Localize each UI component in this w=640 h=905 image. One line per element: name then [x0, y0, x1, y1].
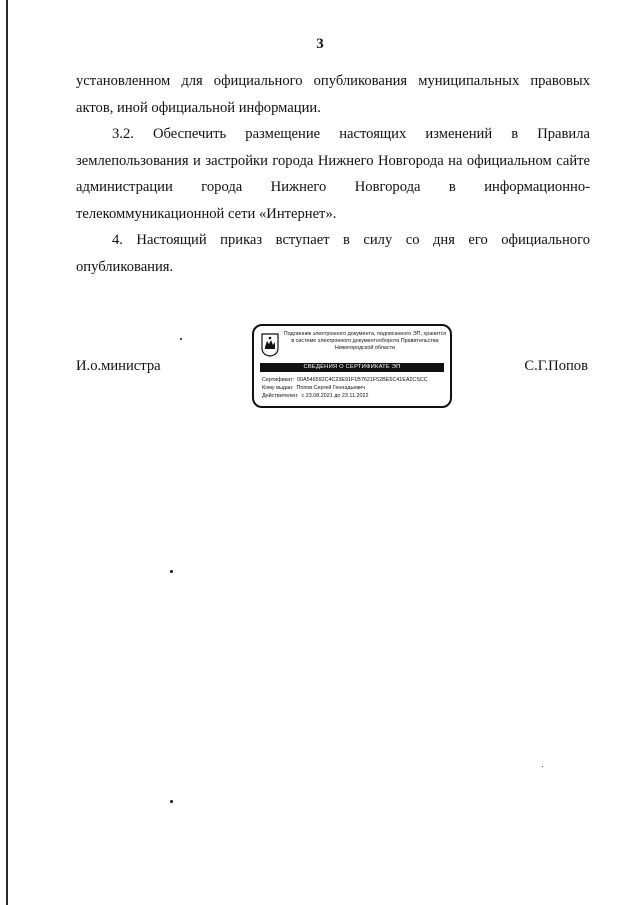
document-body: [76, 68, 590, 280]
page-edge-line: [6, 0, 8, 905]
validity-value: с 23.08.2021 до 23.11.2022: [301, 393, 369, 399]
paragraph-3: 4. Настоящий приказ вступает в силу со дня его официального опубликования.: [76, 232, 590, 275]
scan-speck: [170, 800, 173, 803]
certificate-label: Сертификат:: [262, 377, 295, 383]
paragraph-1: установленном для официального опубликования муниципальных правовых актов, иной официальной информации.: [76, 73, 590, 116]
paragraph-2-text: 3.2. Обеспечить размещение настоящих изменений в Правила землепользования и застройки города Нижнего Новгорода на официальном сайте администрации города Нижнего Новгорода в информационно-: [76, 126, 590, 195]
signatory-name: С.Г.Попов: [524, 358, 588, 374]
certificate-row: [262, 376, 446, 384]
scan-speck: [170, 570, 173, 573]
validity-label: Действителен:: [262, 393, 299, 399]
scan-speck: [180, 338, 182, 340]
validity-row: [262, 392, 446, 400]
certificate-value: 00A546592C4C23E91F1B7621F52BE5C41EA2CSCC: [297, 377, 428, 383]
owner-value: Попов Сергей Геннадьевич: [296, 385, 366, 391]
owner-label: Кому выдан:: [262, 385, 294, 391]
paragraph-2-end: телекоммуникационной сети «Интернет».: [76, 205, 337, 222]
stamp-header-text: Подлинник электронного документа, подписанного ЭП, хранится в системе электронного документооборота Правительства Нижегородской области: [283, 331, 447, 351]
page-number: 3: [316, 36, 324, 52]
coat-of-arms-icon: [261, 333, 279, 357]
paragraph-2: [76, 121, 590, 201]
signatory-title: И.о.министра: [76, 358, 161, 374]
scan-speck: [542, 766, 543, 767]
stamp-title-bar: СВЕДЕНИЯ О СЕРТИФИКАТЕ ЭП: [260, 363, 444, 372]
stamp-details: [262, 376, 446, 400]
owner-row: [262, 384, 446, 392]
e-signature-stamp: [252, 324, 452, 408]
